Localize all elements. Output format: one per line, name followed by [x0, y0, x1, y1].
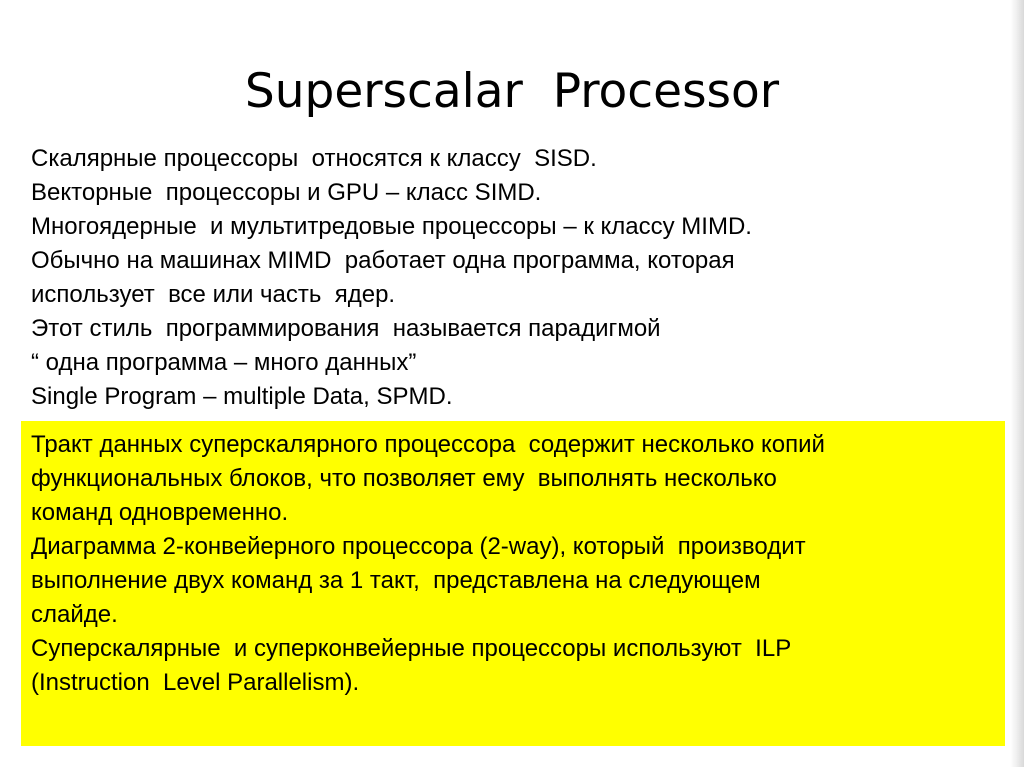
highlight-text [31, 428, 991, 700]
body-line: “ одна программа – много данных” [31, 349, 417, 376]
highlight-line: слайде. [31, 601, 118, 628]
body-line: использует все или часть ядер. [31, 281, 396, 308]
highlight-line: (Instruction Level Parallelism). [31, 669, 360, 696]
body-line: Векторные процессоры и GPU – класс SIMD. [31, 179, 542, 206]
highlight-line: команд одновременно. [31, 499, 289, 526]
highlight-line: Тракт данных суперскалярного процессора содержит несколько копий [31, 431, 825, 458]
body-text [31, 142, 991, 414]
highlight-line: Суперскалярные и суперконвейерные процессоры используют ILP [31, 635, 792, 662]
body-line: Этот стиль программирования называется парадигмой [31, 315, 661, 342]
body-line: Скалярные процессоры относятся к классу SISD. [31, 145, 597, 172]
highlight-box [21, 421, 1005, 746]
body-line: Многоядерные и мультитредовые процессоры – к классу MIMD. [31, 213, 752, 240]
body-line: Обычно на машинах MIMD работает одна программа, которая [31, 247, 735, 274]
highlight-line: функциональных блоков, что позволяет ему выполнять несколько [31, 465, 777, 492]
slide-title: Superscalar Processor [244, 64, 780, 119]
highlight-line: Диаграмма 2-конвейерного процессора (2-way), который производит [31, 533, 806, 560]
body-line: Single Program – multiple Data, SPMD. [31, 383, 453, 410]
highlight-line: выполнение двух команд за 1 такт, представлена на следующем [31, 567, 761, 594]
